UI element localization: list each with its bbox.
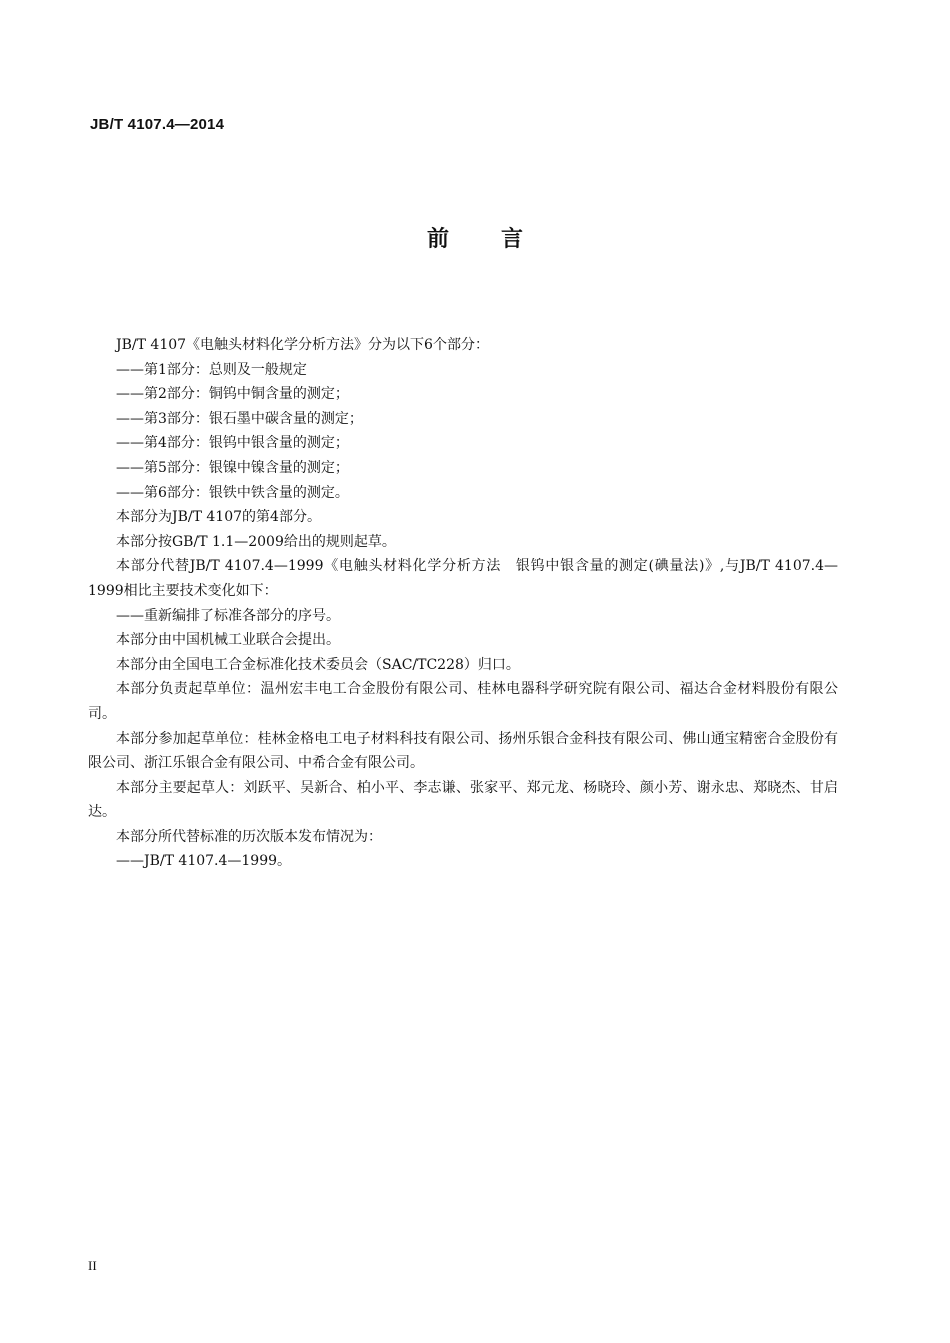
drafting-rules-paragraph: 本部分按GB/T 1.1—2009给出的规则起草。 [116,533,396,550]
document-number: JB/T 4107.4—2014 [90,116,225,133]
part-list-item: ——第1部分：总则及一般规定 [116,361,307,378]
page-number: II [88,1258,97,1273]
part-list-item: ——第3部分：银石墨中碳含量的测定； [116,410,363,427]
part-list-item: ——第5部分：银镍中镍含量的测定； [116,459,349,476]
part-list-item: ——第4部分：银钨中银含量的测定； [116,435,349,452]
history-intro-paragraph: 本部分所代替标准的历次版本发布情况为： [116,828,382,845]
change-list-item: ——重新编排了标准各部分的序号。 [116,607,340,624]
participating-units-paragraph: 本部分参加起草单位：桂林金格电工电子材料科技有限公司、扬州乐银合金科技有限公司、佛山通宝精密合金股份有限公司、浙江乐银合金有限公司、中希合金有限公司。 [88,730,838,772]
intro-paragraph: JB/T 4107《电触头材料化学分析方法》分为以下6个部分： [116,337,489,353]
drafters-paragraph: 本部分主要起草人：刘跃平、吴新合、柏小平、李志谦、张家平、郑元龙、杨晓玲、颜小芳、谢永忠、郑晓杰、甘启达。 [88,779,838,821]
foreword-body [88,333,838,874]
part-list-item: ——第6部分：银铁中铁含量的测定。 [116,484,349,501]
this-part-paragraph: 本部分为JB/T 4107的第4部分。 [116,509,321,526]
title-char-1: 前 [426,227,449,252]
page-title [0,222,950,253]
replaces-paragraph: 本部分代替JB/T 4107.4—1999《电触头材料化学分析方法 银钨中银含量的测定(碘量法)》,与JB/T 4107.4—1999相比主要技术变化如下： [88,558,838,599]
history-list-item: ——JB/T 4107.4—1999。 [116,853,292,870]
responsible-units-paragraph: 本部分负责起草单位：温州宏丰电工合金股份有限公司、桂林电器科学研究院有限公司、福达合金材料股份有限公司。 [88,681,838,722]
centralized-by-paragraph: 本部分由全国电工合金标准化技术委员会（SAC/TC228）归口。 [116,656,520,673]
part-list-item: ——第2部分：铜钨中铜含量的测定； [116,386,349,403]
proposed-by-paragraph: 本部分由中国机械工业联合会提出。 [116,632,340,649]
title-char-2: 言 [501,227,524,252]
